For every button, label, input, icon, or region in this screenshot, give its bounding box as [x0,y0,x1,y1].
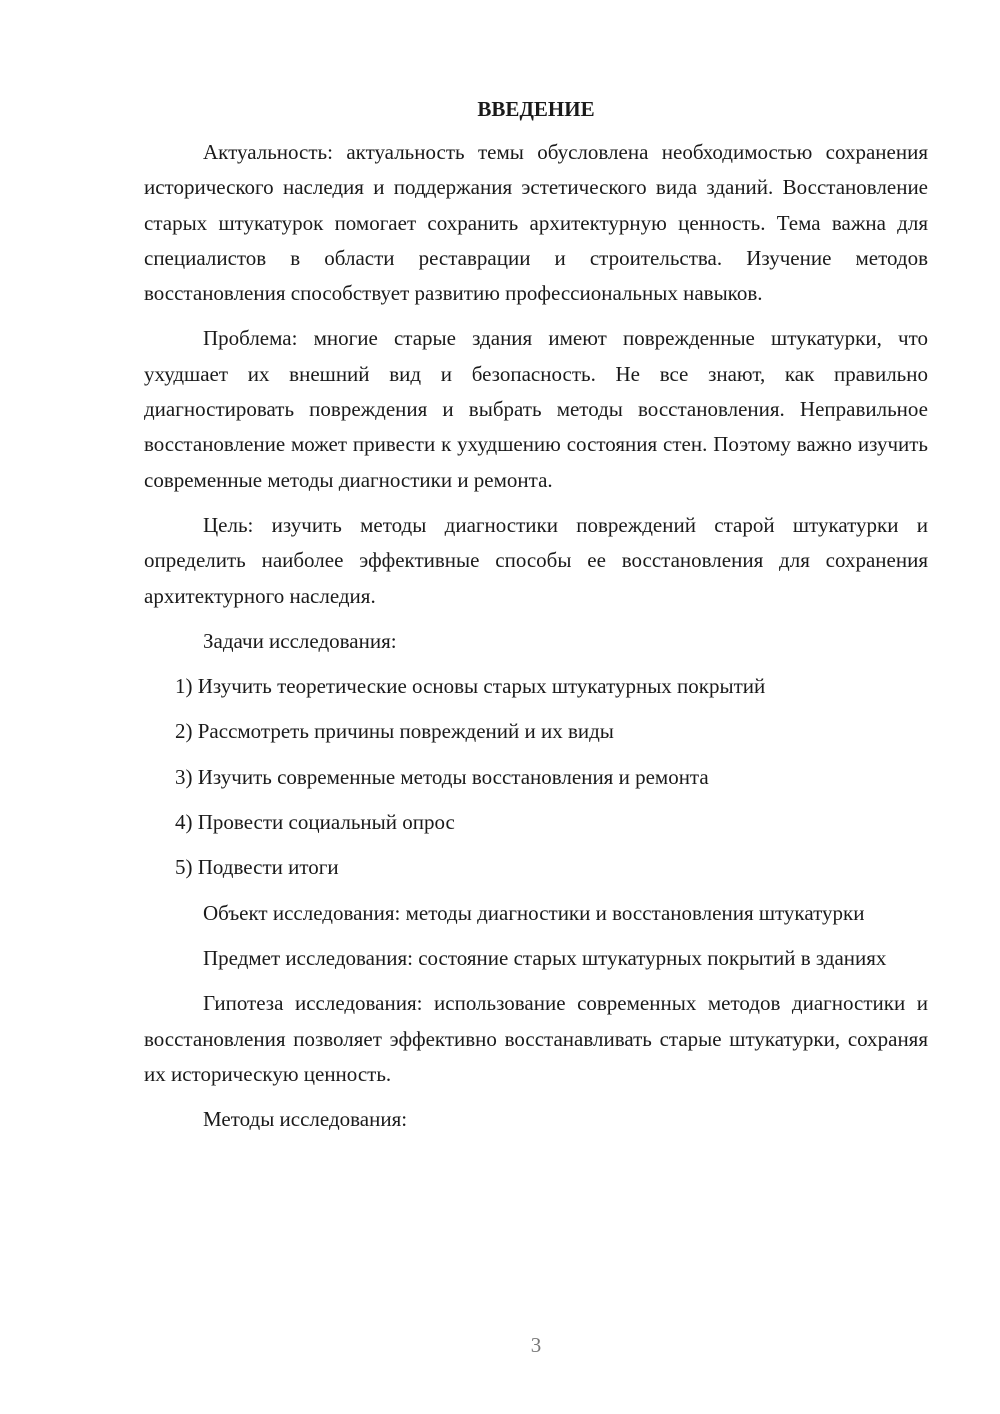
list-item: 1) Изучить теоретические основы старых штукатурных покрытий [175,674,766,699]
object-paragraph: Объект исследования: методы диагностики и восстановления штукатурки [203,900,865,925]
list-item: 5) Подвести итоги [175,855,339,880]
list-item: 3) Изучить современные методы восстановления и ремонта [175,764,709,789]
problem-paragraph: Проблема: многие старые здания имеют поврежденные штукатурки, что ухудшает их внешний вид и безопасность. Не все знают, как правильно диагностировать повреждения и выбрать методы восстановления. Неправильное восстановление может привести к ухудшению состояния стен. Поэтому важно изучить современные методы диагностики и ремонта. [144,326,928,492]
subject-paragraph: Предмет исследования: состояние старых штукатурных покрытий в зданиях [203,945,887,970]
tasks-heading: Задачи исследования: [203,628,397,653]
page-number: 3 [530,1333,542,1357]
hypothesis-paragraph: Гипотеза исследования: использование современных методов диагностики и восстановления позволяет эффективно восстанавливать старые штукатурки, сохраняя их историческую ценность. [144,991,928,1086]
list-item: 4) Провести социальный опрос [175,810,455,835]
goal-paragraph: Цель: изучить методы диагностики повреждений старой штукатурки и определить наиболее эффективные способы ее восстановления для сохранения архитектурного наследия. [144,512,928,608]
document-page [144,92,928,1147]
list-item: 2) Рассмотреть причины повреждений и их виды [175,719,614,744]
page-title: ВВЕДЕНИЕ [477,97,595,121]
tasks-list [144,669,928,885]
methods-heading: Методы исследования: [203,1107,408,1132]
relevance-paragraph: Актуальность: актуальность темы обусловлена необходимостью сохранения исторического наследия и поддержания эстетического вида зданий. Восстановление старых штукатурок помогает сохранить архитектурную ценность. Тема важна для специалистов в области реставрации и строительства. Изучение методов восстановления способствует развитию профессиональных навыков. [144,140,928,306]
